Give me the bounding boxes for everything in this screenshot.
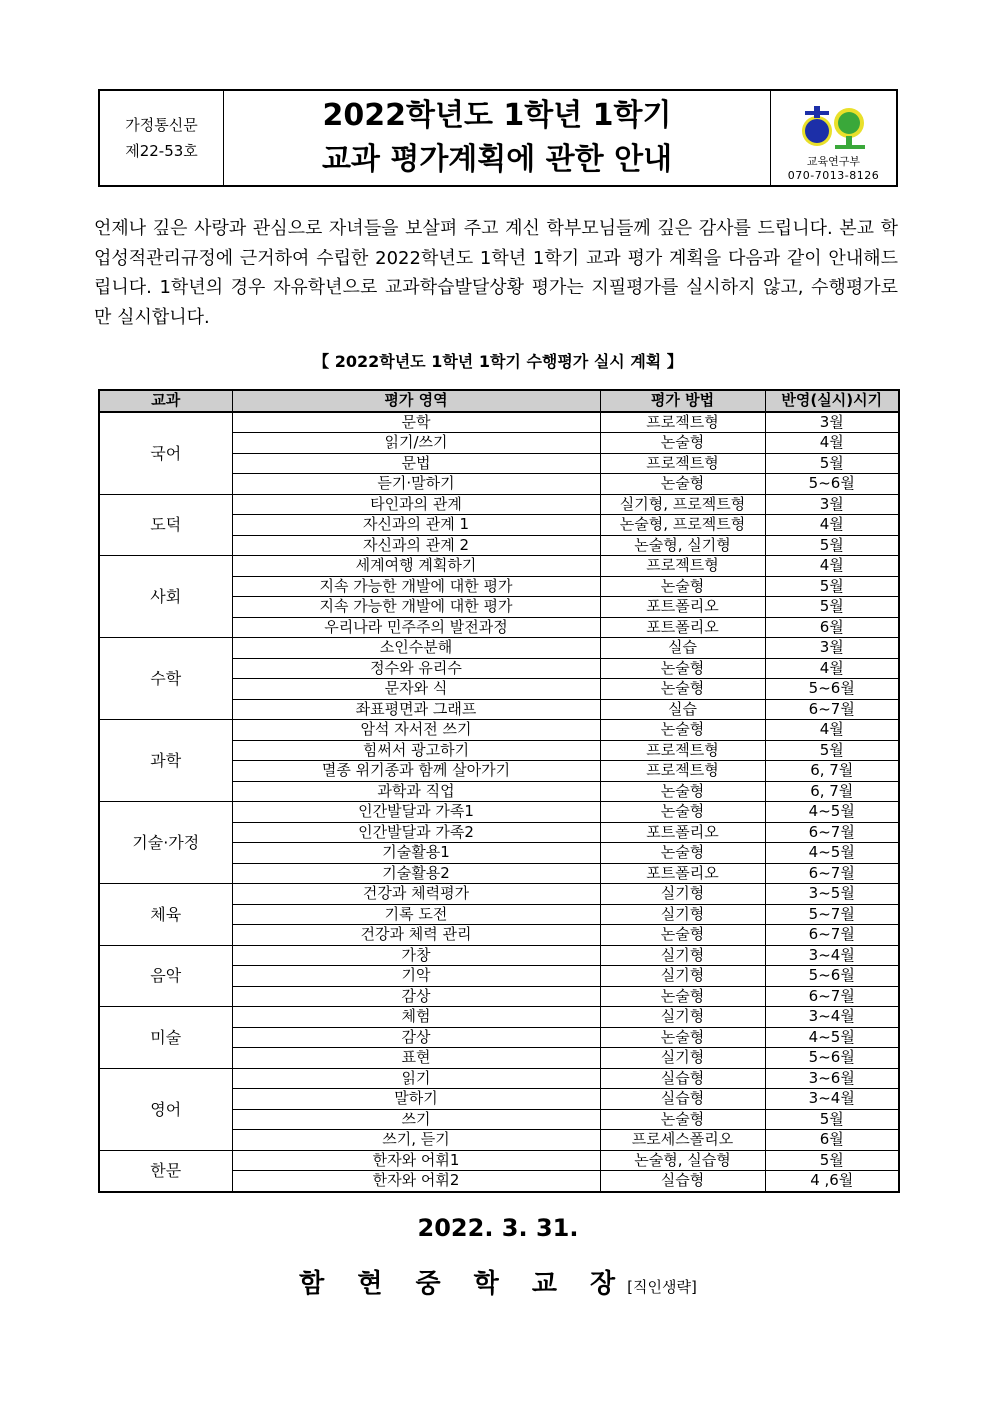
- period-cell: 4~5월: [765, 802, 899, 823]
- school-logo-icon: [799, 103, 869, 151]
- period-cell: 3월: [765, 494, 899, 515]
- area-cell: 건강과 체력 관리: [232, 925, 600, 946]
- area-cell: 가창: [232, 945, 600, 966]
- period-cell: 4 ,6월: [765, 1171, 899, 1192]
- method-cell: 논술형: [600, 781, 765, 802]
- department-box: [770, 91, 896, 185]
- period-cell: 6~7월: [765, 986, 899, 1007]
- period-cell: 5~6월: [765, 966, 899, 987]
- notice-header: [98, 89, 898, 187]
- method-cell: 실습형: [600, 1068, 765, 1089]
- method-cell: 논술형: [600, 802, 765, 823]
- method-cell: 실기형: [600, 945, 765, 966]
- method-cell: 프로젝트형: [600, 453, 765, 474]
- area-cell: 우리나라 민주주의 발전과정: [232, 617, 600, 638]
- period-cell: 6~7월: [765, 699, 899, 720]
- header-subject: 교과: [99, 390, 232, 412]
- area-cell: 정수와 유리수: [232, 658, 600, 679]
- period-cell: 4~5월: [765, 843, 899, 864]
- method-cell: 프로젝트형: [600, 761, 765, 782]
- subject-cell: 도덕: [99, 494, 232, 556]
- method-cell: 프로젝트형: [600, 412, 765, 433]
- method-cell: 논술형: [600, 1027, 765, 1048]
- area-cell: 문자와 식: [232, 679, 600, 700]
- period-cell: 4월: [765, 658, 899, 679]
- period-cell: 5~7월: [765, 904, 899, 925]
- area-cell: 체험: [232, 1007, 600, 1028]
- area-cell: 말하기: [232, 1089, 600, 1110]
- area-cell: 한자와 어휘2: [232, 1171, 600, 1192]
- method-cell: 포트폴리오: [600, 863, 765, 884]
- method-cell: 실기형: [600, 1007, 765, 1028]
- area-cell: 힘써서 광고하기: [232, 740, 600, 761]
- table-header-row: [99, 390, 899, 412]
- area-cell: 인간발달과 가족2: [232, 822, 600, 843]
- method-cell: 실습형: [600, 1089, 765, 1110]
- period-cell: 6~7월: [765, 925, 899, 946]
- area-cell: 자신과의 관계 1: [232, 515, 600, 536]
- method-cell: 논술형, 실기형: [600, 535, 765, 556]
- issue-date: 2022. 3. 31.: [417, 1214, 579, 1242]
- period-cell: 3월: [765, 638, 899, 659]
- method-cell: 논술형: [600, 925, 765, 946]
- assessment-plan-table: [98, 389, 900, 1193]
- method-cell: 논술형: [600, 474, 765, 495]
- period-cell: 5월: [765, 740, 899, 761]
- notice-number-box: [100, 91, 224, 185]
- method-cell: 프로세스폴리오: [600, 1130, 765, 1151]
- method-cell: 프로젝트형: [600, 556, 765, 577]
- method-cell: 실기형, 프로젝트형: [600, 494, 765, 515]
- table-body: [99, 412, 899, 1192]
- period-cell: 5월: [765, 597, 899, 618]
- period-cell: 4월: [765, 515, 899, 536]
- area-cell: 문학: [232, 412, 600, 433]
- table-row: [99, 884, 899, 905]
- method-cell: 실습: [600, 638, 765, 659]
- table-row: [99, 638, 899, 659]
- table-row: [99, 1007, 899, 1028]
- method-cell: 포트폴리오: [600, 822, 765, 843]
- period-cell: 4~5월: [765, 1027, 899, 1048]
- notice-number: 제22-53호: [125, 142, 198, 160]
- period-cell: 3~4월: [765, 945, 899, 966]
- area-cell: 읽기/쓰기: [232, 433, 600, 454]
- header-method: 평가 방법: [600, 390, 765, 412]
- area-cell: 지속 가능한 개발에 대한 평가: [232, 597, 600, 618]
- subject-cell: 음악: [99, 945, 232, 1007]
- period-cell: 5~6월: [765, 1048, 899, 1069]
- area-cell: 문법: [232, 453, 600, 474]
- method-cell: 논술형, 프로젝트형: [600, 515, 765, 536]
- department-phone: 070-7013-8126: [787, 169, 880, 182]
- area-cell: 기악: [232, 966, 600, 987]
- period-cell: 5~6월: [765, 474, 899, 495]
- method-cell: 실기형: [600, 966, 765, 987]
- period-cell: 4월: [765, 556, 899, 577]
- area-cell: 과학과 직업: [232, 781, 600, 802]
- period-cell: 5월: [765, 1150, 899, 1171]
- title-line-2: 교과 평가계획에 관한 안내: [321, 142, 673, 177]
- header-period: 반영(실시)시기: [765, 390, 899, 412]
- area-cell: 표현: [232, 1048, 600, 1069]
- area-cell: 지속 가능한 개발에 대한 평가: [232, 576, 600, 597]
- table-row: [99, 494, 899, 515]
- period-cell: 3~5월: [765, 884, 899, 905]
- period-cell: 5월: [765, 576, 899, 597]
- table-row: [99, 1068, 899, 1089]
- area-cell: 세계여행 계획하기: [232, 556, 600, 577]
- area-cell: 인간발달과 가족1: [232, 802, 600, 823]
- area-cell: 암석 자서전 쓰기: [232, 720, 600, 741]
- table-title: 【 2022학년도 1학년 1학기 수행평가 실시 계획 】: [313, 352, 683, 371]
- subject-cell: 한문: [99, 1150, 232, 1192]
- area-cell: 쓰기: [232, 1109, 600, 1130]
- signature-text: 함 현 중 학 교 장: [299, 1269, 628, 1299]
- area-cell: 좌표평면과 그래프: [232, 699, 600, 720]
- area-cell: 소인수분해: [232, 638, 600, 659]
- area-cell: 타인과의 관계: [232, 494, 600, 515]
- area-cell: 한자와 어휘1: [232, 1150, 600, 1171]
- period-cell: 6, 7월: [765, 781, 899, 802]
- period-cell: 3~4월: [765, 1007, 899, 1028]
- period-cell: 6월: [765, 617, 899, 638]
- method-cell: 실기형: [600, 884, 765, 905]
- method-cell: 실기형: [600, 1048, 765, 1069]
- subject-cell: 체육: [99, 884, 232, 946]
- principal-signature: [98, 1263, 898, 1300]
- method-cell: 실습형: [600, 1171, 765, 1192]
- method-cell: 논술형: [600, 433, 765, 454]
- method-cell: 논술형: [600, 658, 765, 679]
- period-cell: 4월: [765, 433, 899, 454]
- seal-note: [직인생략]: [627, 1278, 697, 1296]
- method-cell: 포트폴리오: [600, 597, 765, 618]
- area-cell: 읽기: [232, 1068, 600, 1089]
- period-cell: 5월: [765, 1109, 899, 1130]
- period-cell: 6~7월: [765, 822, 899, 843]
- department-name: 교육연구부: [806, 155, 861, 168]
- area-cell: 감상: [232, 1027, 600, 1048]
- table-row: [99, 1150, 899, 1171]
- area-cell: 기술활용2: [232, 863, 600, 884]
- period-cell: 4월: [765, 720, 899, 741]
- method-cell: 실기형: [600, 904, 765, 925]
- method-cell: 실습: [600, 699, 765, 720]
- period-cell: 6~7월: [765, 863, 899, 884]
- subject-cell: 국어: [99, 412, 232, 495]
- table-row: [99, 802, 899, 823]
- area-cell: 감상: [232, 986, 600, 1007]
- method-cell: 논술형: [600, 576, 765, 597]
- method-cell: 논술형: [600, 679, 765, 700]
- area-cell: 쓰기, 듣기: [232, 1130, 600, 1151]
- subject-cell: 영어: [99, 1068, 232, 1150]
- subject-cell: 미술: [99, 1007, 232, 1069]
- subject-cell: 수학: [99, 638, 232, 720]
- title-line-1: 2022학년도 1학년 1학기: [322, 98, 672, 133]
- period-cell: 5월: [765, 535, 899, 556]
- method-cell: 포트폴리오: [600, 617, 765, 638]
- period-cell: 3~4월: [765, 1089, 899, 1110]
- period-cell: 3~6월: [765, 1068, 899, 1089]
- intro-paragraph: 언제나 깊은 사랑과 관심으로 자녀들을 보살펴 주고 계신 학부모님들께 깊은 감사를 드립니다. 본교 학업성적관리규정에 근거하여 수립한 2022학년도 1학년 1학기 교과 평가 계획을 다음과 같이 안내해드립니다. 1학년의 경우 자유학년으로 교과학습발달상황 평가는 지필평가를 실시하지 않고, 수행평가로만 실시합니다.: [94, 218, 898, 328]
- area-cell: 건강과 체력평가: [232, 884, 600, 905]
- area-cell: 멸종 위기종과 함께 살아가기: [232, 761, 600, 782]
- area-cell: 자신과의 관계 2: [232, 535, 600, 556]
- period-cell: 5~6월: [765, 679, 899, 700]
- period-cell: 5월: [765, 453, 899, 474]
- method-cell: 논술형: [600, 720, 765, 741]
- table-row: [99, 412, 899, 433]
- table-row: [99, 720, 899, 741]
- method-cell: 논술형: [600, 1109, 765, 1130]
- table-row: [99, 556, 899, 577]
- period-cell: 6월: [765, 1130, 899, 1151]
- notice-title: [224, 91, 770, 185]
- table-row: [99, 945, 899, 966]
- method-cell: 프로젝트형: [600, 740, 765, 761]
- period-cell: 6, 7월: [765, 761, 899, 782]
- subject-cell: 과학: [99, 720, 232, 802]
- area-cell: 기술활용1: [232, 843, 600, 864]
- subject-cell: 기술·가정: [99, 802, 232, 884]
- method-cell: 논술형, 실습형: [600, 1150, 765, 1171]
- notice-type: 가정통신문: [125, 116, 198, 134]
- header-area: 평가 영역: [232, 390, 600, 412]
- period-cell: 3월: [765, 412, 899, 433]
- area-cell: 듣기·말하기: [232, 474, 600, 495]
- subject-cell: 사회: [99, 556, 232, 638]
- method-cell: 논술형: [600, 843, 765, 864]
- method-cell: 논술형: [600, 986, 765, 1007]
- area-cell: 기록 도전: [232, 904, 600, 925]
